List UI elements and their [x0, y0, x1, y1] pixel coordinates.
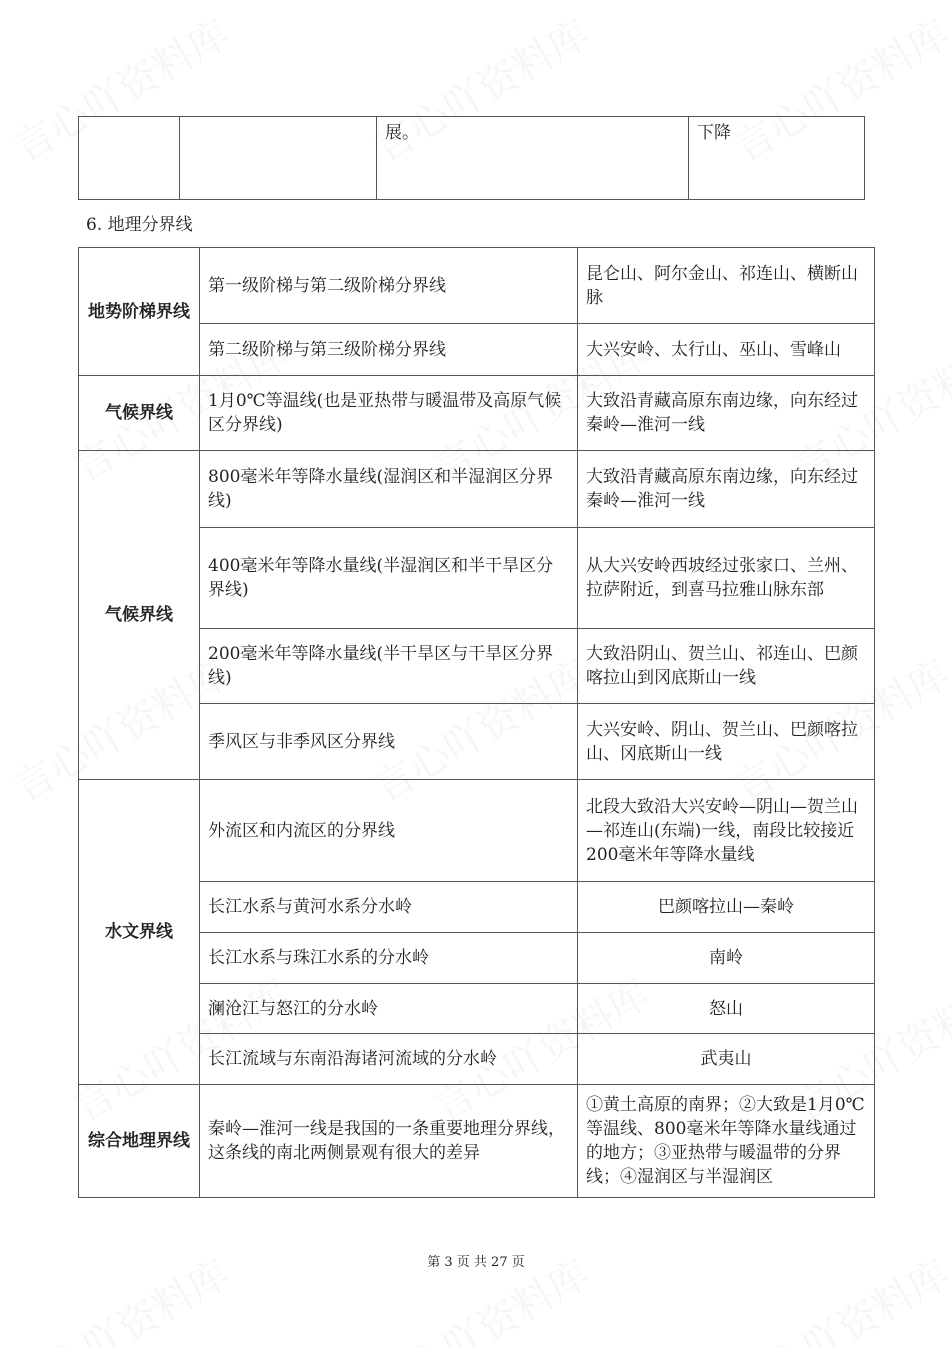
boundary-lines-table [78, 247, 875, 1198]
boundary-detail-cell: 怒山 [578, 984, 875, 1034]
boundary-detail-cell: 大致沿青藏高原东南边缘，向东经过秦岭—淮河一线 [578, 451, 875, 528]
boundary-detail-cell: 大兴安岭、太行山、巫山、雪峰山 [578, 324, 875, 376]
boundary-detail-cell: 昆仑山、阿尔金山、祁连山、横断山脉 [578, 248, 875, 324]
boundary-detail-cell: 南岭 [578, 933, 875, 984]
table-row [79, 780, 875, 882]
table-row [79, 451, 875, 528]
boundary-name-cell: 外流区和内流区的分界线 [200, 780, 578, 882]
boundary-detail-cell: 大致沿青藏高原东南边缘，向东经过秦岭—淮河一线 [578, 376, 875, 451]
table-row [79, 1085, 875, 1198]
category-cell: 气候界线 [79, 451, 200, 780]
boundary-detail-cell: 武夷山 [578, 1034, 875, 1085]
boundary-name-cell: 1月0℃等温线(也是亚热带与暖温带及高原气候区分界线) [200, 376, 578, 451]
table-row [79, 248, 875, 324]
boundary-detail-cell: ①黄土高原的南界；②大致是1月0℃等温线、800毫米年等降水量线通过的地方；③亚热带与暖温带的分界线；④湿润区与半湿润区 [578, 1085, 875, 1198]
boundary-detail-cell: 大兴安岭、阴山、贺兰山、巴颜喀拉山、冈底斯山一线 [578, 704, 875, 780]
boundary-detail-cell: 巴颜喀拉山—秦岭 [578, 882, 875, 933]
table-cell: 展。 [377, 117, 689, 200]
boundary-name-cell: 长江水系与珠江水系的分水岭 [200, 933, 578, 984]
boundary-name-cell: 第一级阶梯与第二级阶梯分界线 [200, 248, 578, 324]
boundary-name-cell: 200毫米年等降水量线(半干旱区与干旱区分界线) [200, 629, 578, 704]
boundary-name-cell: 秦岭—淮河一线是我国的一条重要地理分界线，这条线的南北两侧景观有很大的差异 [200, 1085, 578, 1198]
table-cell: 下降 [689, 117, 865, 200]
boundary-name-cell: 澜沧江与怒江的分水岭 [200, 984, 578, 1034]
boundary-detail-cell: 从大兴安岭西坡经过张家口、兰州、拉萨附近，到喜马拉雅山脉东部 [578, 528, 875, 629]
boundary-name-cell: 800毫米年等降水量线(湿润区和半湿润区分界线) [200, 451, 578, 528]
boundary-name-cell: 第二级阶梯与第三级阶梯分界线 [200, 324, 578, 376]
table-row [79, 376, 875, 451]
continued-table [78, 116, 865, 200]
boundary-name-cell: 长江流域与东南沿海诸河流域的分水岭 [200, 1034, 578, 1085]
section-heading: 6. 地理分界线 [86, 215, 193, 235]
table-cell [180, 117, 377, 200]
table-cell [79, 117, 180, 200]
category-cell: 综合地理界线 [79, 1085, 200, 1198]
boundary-detail-cell: 北段大致沿大兴安岭—阴山—贺兰山—祁连山(东端)一线，南段比较接近200毫米年等降水量线 [578, 780, 875, 882]
category-cell: 气候界线 [79, 376, 200, 451]
boundary-detail-cell: 大致沿阴山、贺兰山、祁连山、巴颜喀拉山到冈底斯山一线 [578, 629, 875, 704]
boundary-name-cell: 长江水系与黄河水系分水岭 [200, 882, 578, 933]
category-cell: 水文界线 [79, 780, 200, 1085]
category-cell: 地势阶梯界线 [79, 248, 200, 376]
page-footer: 第 3 页 共 27 页 [427, 1255, 525, 1270]
boundary-name-cell: 季风区与非季风区分界线 [200, 704, 578, 780]
boundary-name-cell: 400毫米年等降水量线(半湿润区和半干旱区分界线) [200, 528, 578, 629]
table-row [79, 117, 865, 200]
